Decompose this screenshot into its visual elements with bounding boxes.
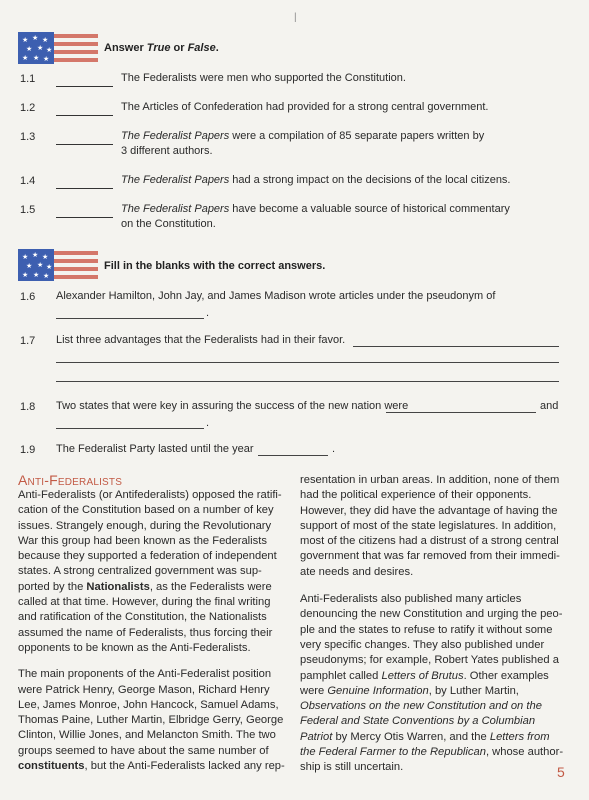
question-text: The Articles of Confederation had provided for a strong central government. bbox=[121, 101, 489, 113]
question-text: Two states that were key in assuring the success of the new nation were bbox=[56, 400, 409, 412]
svg-text:★: ★ bbox=[22, 253, 29, 261]
answer-blank[interactable] bbox=[56, 86, 113, 87]
answer-blank[interactable] bbox=[56, 318, 204, 319]
question-text-cont: 3 different authors. bbox=[121, 145, 213, 157]
answer-blank[interactable] bbox=[56, 144, 113, 145]
svg-text:★: ★ bbox=[46, 263, 53, 271]
answer-blank[interactable] bbox=[258, 455, 328, 456]
question-and: and bbox=[540, 400, 559, 412]
question-number: 1.9 bbox=[20, 444, 36, 456]
paragraph: Anti-Federalists also published many articles denouncing the new Constitution and urging the peo- ple and the states to refuse to ratify it without some very specific changes. They also published under pseudonyms; for example, Robert Yates published a pamphlet called Letters of Brutus. Other examples were Genuine Information, by Luther Martin, Observations on the new Constitution and on the Federal and State Conventions by a Columbian Patriot by Mercy Otis Warren, and the Letters from the Federal Farmer to the Republican, whose author- ship is still uncertain. bbox=[300, 593, 564, 774]
question-number: 1.6 bbox=[20, 291, 36, 303]
question-text: The Federalists were men who supported the Constitution. bbox=[121, 72, 406, 84]
svg-text:★: ★ bbox=[22, 36, 29, 44]
question-end: . bbox=[206, 307, 210, 319]
svg-text:★: ★ bbox=[26, 262, 33, 270]
question-text: The Federalist Papers had a strong impact on the decisions of the local citizens. bbox=[121, 174, 511, 186]
svg-text:★: ★ bbox=[33, 271, 40, 279]
svg-text:★: ★ bbox=[22, 271, 29, 279]
section-heading: Anti-Federalists bbox=[18, 472, 123, 488]
svg-text:★: ★ bbox=[33, 54, 40, 62]
svg-text:★: ★ bbox=[43, 272, 50, 280]
answer-blank[interactable] bbox=[56, 217, 113, 218]
answer-blank[interactable] bbox=[56, 188, 113, 189]
american-flag-icon bbox=[18, 249, 98, 281]
question-text: The Federalist Party lasted until the year bbox=[56, 443, 254, 455]
answer-blank[interactable] bbox=[56, 115, 113, 116]
answer-blank[interactable] bbox=[386, 412, 536, 413]
svg-text:★: ★ bbox=[32, 34, 39, 42]
svg-text:★: ★ bbox=[26, 45, 33, 53]
answer-blank[interactable] bbox=[56, 428, 204, 429]
svg-text:★: ★ bbox=[37, 44, 44, 52]
question-text-cont: on the Constitution. bbox=[121, 218, 216, 230]
answer-line[interactable] bbox=[56, 362, 559, 363]
answer-line[interactable] bbox=[56, 381, 559, 382]
question-number: 1.4 bbox=[20, 175, 36, 187]
paragraph: Anti-Federalists (or Antifederalists) opposed the ratifi- cation of the Constitution based on a number of key issues. Strangely enough, during the Revolutionary War this group had been known as the Federalists because they supported a federation of independent states. A strong centralized government was sup- ported by the Nationalists, as the Federalists were called at that time. However, during the final writing and ratification of the Constitution, the Nationalists assumed the name of Federalists, thus forcing their opponents to be known as the Anti-Federalists. bbox=[18, 489, 282, 654]
question-end: . bbox=[206, 417, 210, 429]
paragraph: resentation in urban areas. In addition, none of them had the political experience of their opponents. However, they did have the advantage of having the support of most of the state legislatures. In addition, most of the citizens had a distrust of a strong central government that was far removed from their immedi- ate needs and desires. bbox=[300, 474, 560, 578]
question-number: 1.3 bbox=[20, 131, 36, 143]
question-number: 1.8 bbox=[20, 401, 36, 413]
question-text: List three advantages that the Federalists had in their favor. bbox=[56, 334, 346, 346]
section2-title: Fill in the blanks with the correct answers. bbox=[104, 260, 326, 272]
svg-text:★: ★ bbox=[42, 36, 49, 44]
question-number: 1.2 bbox=[20, 102, 36, 114]
question-end: . bbox=[332, 443, 336, 455]
page-number: 5 bbox=[557, 764, 565, 780]
svg-text:★: ★ bbox=[43, 55, 50, 63]
paragraph: The main proponents of the Anti-Federalist position were Patrick Henry, George Mason, Richard Henry Lee, James Monroe, John Hancock, Samuel Adams, Thomas Paine, Luther Martin, Elbridge Gerry, George Clinton, Willie Jones, and Melancton Smith. The two groups seemed to have about the same number of constituents, but the Anti-Federalists lacked any rep- bbox=[18, 668, 285, 773]
right-column bbox=[300, 473, 572, 787]
question-number: 1.1 bbox=[20, 73, 36, 85]
answer-line[interactable] bbox=[353, 346, 559, 347]
svg-text:★: ★ bbox=[42, 253, 49, 261]
question-text: The Federalist Papers have become a valuable source of historical commentary bbox=[121, 203, 510, 215]
svg-text:★: ★ bbox=[22, 54, 29, 62]
svg-text:★: ★ bbox=[32, 251, 39, 259]
question-text: Alexander Hamilton, John Jay, and James Madison wrote articles under the pseudonym of bbox=[56, 290, 496, 302]
left-column bbox=[18, 488, 290, 785]
svg-text:★: ★ bbox=[37, 261, 44, 269]
svg-text:★: ★ bbox=[46, 46, 53, 54]
american-flag-icon bbox=[18, 32, 98, 64]
section1-title: Answer True or False. bbox=[104, 42, 219, 54]
question-number: 1.7 bbox=[20, 335, 36, 347]
fold-mark: | bbox=[294, 12, 297, 23]
question-number: 1.5 bbox=[20, 204, 36, 216]
question-text: The Federalist Papers were a compilation of 85 separate papers written by bbox=[121, 130, 485, 142]
